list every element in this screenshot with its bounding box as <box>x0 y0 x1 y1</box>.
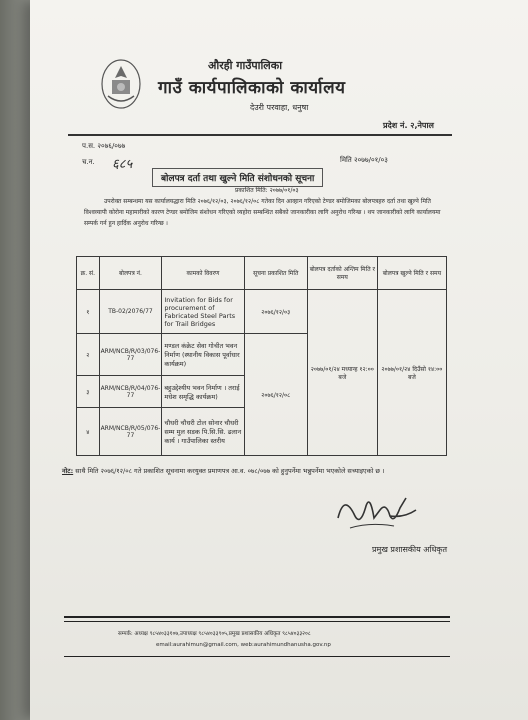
cell-open-date: २०७७/०१/२४ दिउँसो १४:०० बजे <box>377 290 446 456</box>
note-paragraph <box>62 464 462 478</box>
header-publish-date: सूचना प्रकाशित मिति <box>244 257 307 290</box>
table-row <box>77 290 447 334</box>
nepal-emblem-icon <box>100 58 142 110</box>
cell-description: Invitation for Bids for procurement of Fabricated Steel Parts for Trail Bridges <box>162 290 244 334</box>
cell-sn: ४ <box>77 408 100 456</box>
note-text: साथै मिति २०७६/१२/०८ गते प्रकाशित सूचनामा करयुक्त प्रमाणपत्र आ.व. ०७८/०७७ को हुनुपर्नेमा भन्नुपर्नेमा भएकोले सच्याइएको छ । <box>75 467 385 475</box>
background-shadow <box>0 0 30 720</box>
municipality-name: औरही गाउँपालिका <box>208 59 283 72</box>
signature-icon <box>330 488 420 536</box>
footer-contact: सम्पर्क: अध्यक्ष ९८५४०३३१०७,उपाध्यक्ष ९८५४०३३९०५,प्रमुख प्रशासकीय अधिकृत ९८५४०३३२०८ <box>118 631 311 637</box>
cell-description: चौधरी चौधरी टोल सोनार चौधरी सम्म मुल सडक पि.सि.सि. ढलान कार्य । गाउँपालिका स्तरीय <box>162 408 244 456</box>
footer-divider-top-thin <box>64 621 450 622</box>
header-bid-no: बोलपत्र नं. <box>99 257 162 290</box>
cell-bid-no: ARM/NCB/R/05/076-77 <box>99 408 162 456</box>
footer-divider-bottom <box>64 656 450 657</box>
table-header-row <box>77 257 447 290</box>
office-address: देउरी परवाहा, धनुषा <box>250 103 309 112</box>
reference-number: ६८५ <box>112 157 133 172</box>
cell-reg-deadline: २०७७/०१/२४ मध्यान्ह १२:०० बजे <box>307 290 377 456</box>
cell-bid-no: ARM/NCB/R/03/076-77 <box>99 334 162 376</box>
header-divider <box>68 134 452 136</box>
notice-title: बोलपत्र दर्ता तथा खुल्ने मिति संशोधनको सूचना <box>152 168 323 187</box>
cell-description: मण्डल कंक्रेट सेवा गोचीत भवन निर्माण (स्थानीय विकास पूर्वाधार कार्यक्रम) <box>162 334 244 376</box>
cell-bid-no: ARM/NCB/R/04/076-77 <box>99 376 162 408</box>
cell-bid-no: TB-02/2076/77 <box>99 290 162 334</box>
cell-sn: १ <box>77 290 100 334</box>
cell-publish-date: २०७६/१२/०८ <box>244 334 307 456</box>
published-date: प्रकाशित मिति: २०७७/०१/०३ <box>235 187 299 194</box>
signatory-title: प्रमुख प्रशासकीय अधिकृत <box>372 545 448 554</box>
header-open-date: बोलपत्र खुल्ने मिति र समय <box>377 257 446 290</box>
footer-email: email:aurahimun@gmail.com, web:aurahimundhanusha.gov.np <box>156 642 331 648</box>
cell-description: बहुउद्देश्यीय भवन निर्माण । तराई मधेश समृद्धि कार्यक्रम) <box>162 376 244 408</box>
bid-schedule-table <box>76 256 447 456</box>
province-label: प्रदेश नं. २,नेपाल <box>383 121 434 130</box>
note-lead: नोट: <box>62 467 74 475</box>
header-reg-deadline: बोलपत्र दर्ताको अन्तिम मिति र समय <box>307 257 377 290</box>
cell-sn: २ <box>77 334 100 376</box>
header-sn: क्र. सं. <box>77 257 100 290</box>
office-name: गाउँ कार्यपालिकाको कार्यालय <box>158 78 346 98</box>
cell-sn: ३ <box>77 376 100 408</box>
cn-label: च.न. <box>82 158 95 166</box>
notice-body: उपरोक्त सम्बन्धमा यस कार्यालयद्धारा मिति २०७६/१२/०३, २०७६/१२/०८ गतेका दिन आव्हान गरिएको टेण्डर बमोजिमका बोलपत्रहरु दर्ता तथा खुल्ने मिति विश्वव्यापी कोरोना महामारीको कारण टेण्डर बमोजिम संशोधन गरिएको व्यहोरा सम्बन्धित सबैको जानकारीका लागि अनुरोध गरिन्छ । थप जानकारीको लागि कार्यालयमा सम्पर्क गर्न हुन हार्दिक अनुरोध गरिन्छ । <box>84 198 441 227</box>
ps-label: प.स. २०७६/०७७ <box>82 142 126 150</box>
cell-publish-date: २०७६/१२/०३ <box>244 290 307 334</box>
footer-divider-top <box>64 616 450 618</box>
header-description: कामको विवरण <box>162 257 244 290</box>
date-label: मिति २०७७/०१/०३ <box>340 156 388 164</box>
